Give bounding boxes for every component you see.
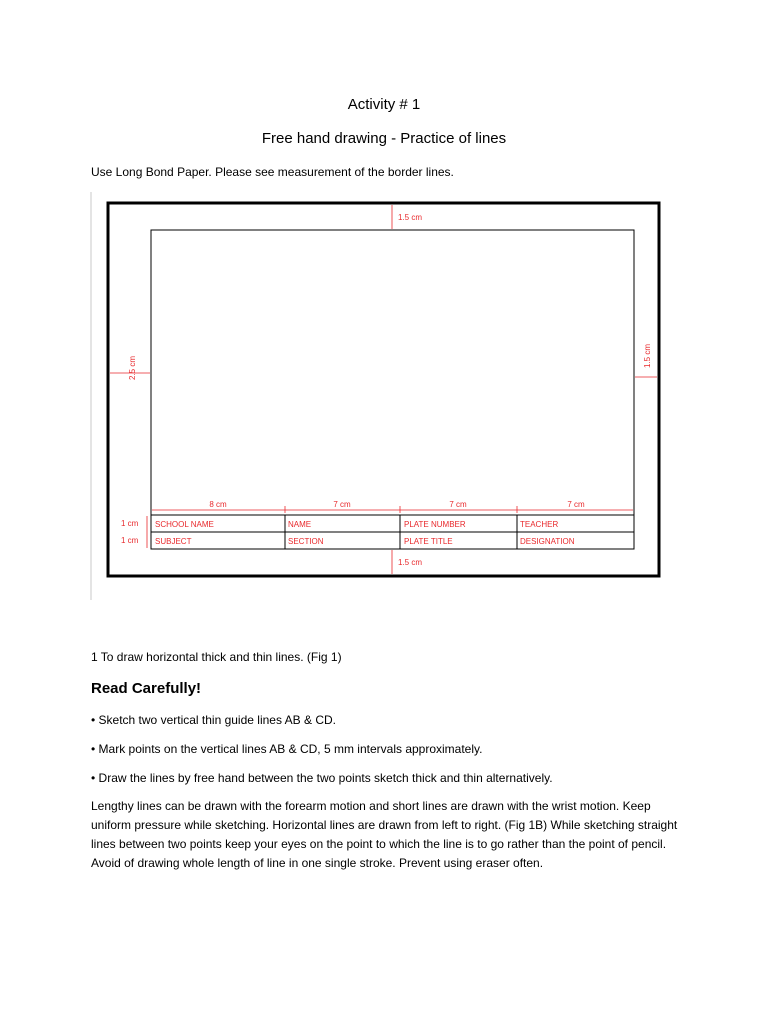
- column-width-label-2: 7 cm: [333, 500, 351, 509]
- bullet-item: • Draw the lines by free hand between the two points sketch thick and thin alternatively.: [91, 771, 553, 785]
- cell-plate-title: PLATE TITLE: [404, 537, 453, 546]
- bullet-item: • Mark points on the vertical lines AB & CD, 5 mm intervals approximately.: [91, 742, 483, 756]
- left-margin-label: 2.5 cm: [128, 355, 137, 381]
- bullet-item: • Sketch two vertical thin guide lines AB & CD.: [91, 713, 336, 727]
- cell-plate-number: PLATE NUMBER: [404, 520, 466, 529]
- right-margin-label: 1.5 cm: [643, 343, 652, 369]
- instruction-paragraph: Lengthy lines can be drawn with the forearm motion and short lines are drawn with the wrist motion. Keep uniform pressure while sketching. Horizontal lines are drawn from left to right. (Fig 1B) While sketching straight lines between two points keep your eyes on the point to which the line is to go rather than the point of pencil. Avoid of drawing whole length of line in one single stroke. Prevent using eraser often.: [91, 799, 678, 870]
- step-1-text: 1 To draw horizontal thick and thin lines. (Fig 1): [91, 650, 342, 664]
- row-height-label-2: 1 cm: [121, 536, 139, 545]
- row-height-label-1: 1 cm: [121, 519, 139, 528]
- cell-teacher: TEACHER: [520, 520, 559, 529]
- paper-border: [108, 203, 659, 576]
- cell-designation: DESIGNATION: [520, 537, 575, 546]
- cell-name: NAME: [288, 520, 312, 529]
- activity-title: Activity # 1: [347, 96, 421, 113]
- intro-text: Use Long Bond Paper. Please see measurement of the border lines.: [91, 165, 454, 179]
- read-carefully-heading: Read Carefully!: [91, 680, 202, 697]
- cell-school-name: SCHOOL NAME: [155, 520, 214, 529]
- column-width-label-4: 7 cm: [567, 500, 585, 509]
- bottom-margin-label: 1.5 cm: [398, 558, 423, 567]
- drawing-border: [151, 230, 634, 549]
- column-width-label-3: 7 cm: [449, 500, 467, 509]
- activity-subtitle: Free hand drawing - Practice of lines: [261, 130, 507, 147]
- cell-subject: SUBJECT: [155, 537, 192, 546]
- column-width-label-1: 8 cm: [209, 500, 227, 509]
- cell-section: SECTION: [288, 537, 324, 546]
- top-margin-label: 1.5 cm: [398, 213, 423, 222]
